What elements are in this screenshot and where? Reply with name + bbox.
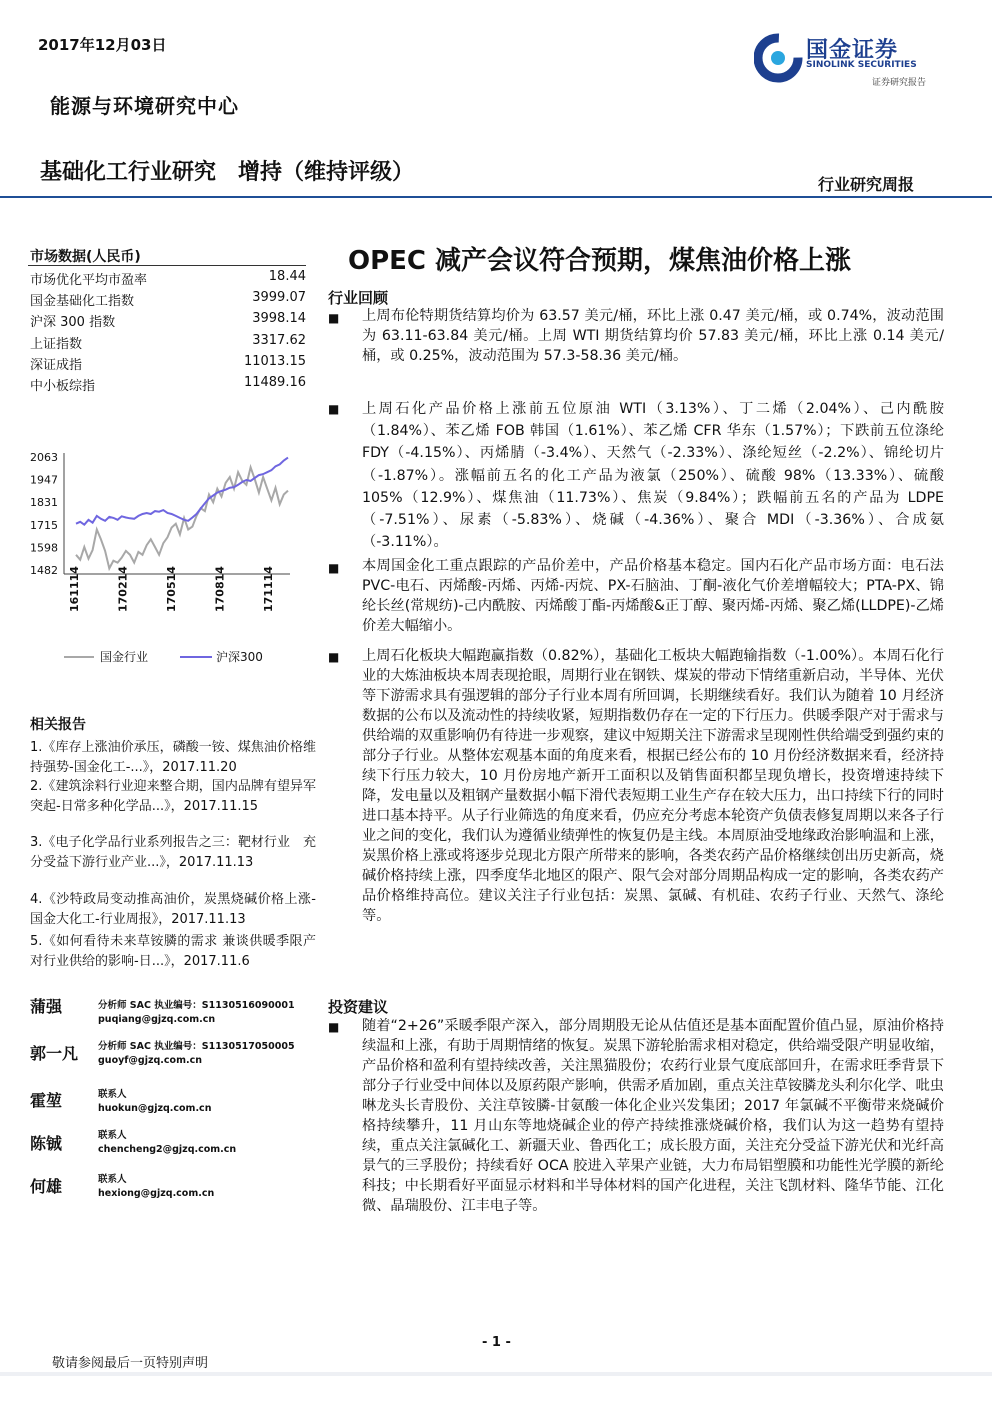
page-number: - 1 - xyxy=(482,1335,511,1350)
legend-swatch xyxy=(180,656,212,658)
market-row: 深证成指 11013.15 xyxy=(30,354,306,373)
logo-subtitle: 证券研究报告 xyxy=(872,78,927,88)
market-divider xyxy=(28,265,306,266)
market-row: 市场优化平均市盈率 18.44 xyxy=(30,269,306,288)
analyst-name: 陈铖 xyxy=(30,1134,63,1153)
related-item[interactable]: 1.《库存上涨油价承压，磷酸一铵、煤焦油价格维持强势-国金化工-...》，2017.11.20 xyxy=(30,740,316,775)
industry-rating: 基础化工行业研究 增持（维持评级） xyxy=(40,160,415,185)
x-tick-label: 170814 xyxy=(213,566,227,612)
related-item[interactable]: 3.《电子化学品行业系列报告之三：靶材行业 充分受益下游行业产业...》，2017.11.13 xyxy=(30,835,316,870)
section-heading: 投资建议 xyxy=(328,998,389,1016)
y-tick-label: 1598 xyxy=(30,541,58,555)
logo-text-cn: 国金证券 xyxy=(806,38,899,63)
report-type: 行业研究周报 xyxy=(818,175,915,194)
legend-swatch xyxy=(64,656,94,658)
disclaimer: 敬请参阅最后一页特别声明 xyxy=(52,1356,209,1371)
paragraph-advice: 随着“2+26”采暖季限产深入，部分周期股无论从估值还是基本面配置价值凸显，原油价格持续温和上涨，有助于周期情绪的恢复。炭黑下游轮胎需求相对稳定，供给端受限产明显收缩，产品价格和盈利有望持续改善，关注黑猫股份；农药行业景气度底部回升，在需求旺季背景下部分子行业受中间体以及原药限产影响，供需矛盾加剧，重点关注草铵膦龙头利尔化学、吡虫啉龙头长青股份、关注草铵膦-甘氨酸一体化企业兴发集团；2017 年氯碱不平衡带来烧碱价格持续攀升，11 月山东等地烧碱企业的停产持续推涨烧碱价格，我们认为这一趋势有望持续，重点关注氯碱化工、新疆天业、鲁西化工；成长股方面，关注充分受益下游光伏和光纤高景气的三孚股份；持续看好 OCA 胶进入苹果产业链，大力布局铝塑膜和功能性光学膜的新纶科技；中长期看好平面显示材料和半导体材料的国产化进程，关注飞凯材料、隆华节能、江化微、晶瑞股份、江丰电子等。 xyxy=(362,1018,944,1214)
analyst-info: 分析师 SAC 执业编号：S1130516090001 puqiang@gjzq.com.cn xyxy=(98,1000,295,1025)
chart-legend xyxy=(64,648,314,666)
legend-label: 国金行业 xyxy=(100,650,149,664)
paragraph-sector: 上周石化板块大幅跑赢指数（0.82%），基础化工板块大幅跑输指数（-1.00%）。本周石化行业的大炼油板块本周表现抢眼，周期行业在钢铁、煤炭的带动下情绪重新启动，半导体、光伏等下游需求具有强逻辑的部分子行业本周有所回调，长期继续看好。我们认为随着 10 月经济数据的公布以及流动性的持续收紧，短期指数仍存在一定的下行压力。供暖季限产对于需求与供给端的双重影响仍有待进一步观察，建议中短期关注下游需求呈现刚性供给端受到强约束的部分子行业。从整体宏观基本面的角度来看，根据已经公布的 10 月份经济数据来看，经济持续下行压力较大，10 月份房地产新开工面积以及销售面积都呈现负增长，投资增速持续下降，发电量以及粗钢产量数据小幅下滑代表短期工业生产存在较大压力，出口持续下行的同时进口基本持平。从子行业筛选的角度来看，仍应充分考虑本轮资产负债表修复周期以来各子行业之间的变化，我们认为遵循业绩弹性的恢复仍是主线。本周原油受地缘政治影响温和上涨，炭黑价格上涨或将逐步兑现北方限产所带来的影响，各类农药产品价格继续创出历史新高，烧碱价格持续上涨，四季度华北地区的限产、限气会对部分周期品构成一定的影响，各类农药产品价格维持高位。建议关注子行业包括：炭黑、氯碱、有机硅、农药子行业、天然气、涤纶等。 xyxy=(362,648,944,924)
report-date: 2017年12月03日 xyxy=(38,36,167,54)
analyst-name: 蒲强 xyxy=(30,997,63,1016)
index-chart xyxy=(20,440,310,630)
y-tick-label: 2063 xyxy=(30,451,58,464)
x-tick-label: 170214 xyxy=(116,566,130,612)
related-item[interactable]: 5.《如何看待未来草铵膦的需求 兼谈供暖季限产对行业供给的影响-日...》，2017.11.6 xyxy=(30,934,316,969)
department: 能源与环境研究中心 xyxy=(50,94,239,118)
bullet: ■ xyxy=(328,561,340,575)
related-title: 相关报告 xyxy=(30,717,86,733)
analyst-name: 何雄 xyxy=(30,1177,63,1196)
series-line-1 xyxy=(76,458,288,525)
paragraph-spreads: 本周国金化工重点跟踪的产品价差中，产品价格基本稳定。国内石化产品市场方面：电石法 PVC-电石、丙烯酸-丙烯、丙烯-丙烷、PX-石脑油、丁酮-液化气价差增幅较大；PTA-PX、锦纶长丝(常规纺)-己内酰胺、丙烯酸丁酯-丙烯酸&正丁醇、聚丙烯-丙烯、聚乙烯(LLDPE)-乙烯价差大幅缩小。 xyxy=(362,558,944,634)
logo-mark-icon xyxy=(754,32,810,88)
logo-text-en: SINOLINK SECURITIES xyxy=(806,60,917,70)
analyst-name: 郭一凡 xyxy=(30,1044,79,1063)
y-tick-label: 1947 xyxy=(30,473,58,487)
analyst-name: 霍堃 xyxy=(30,1091,63,1110)
y-tick-label: 1482 xyxy=(30,564,58,577)
market-data-title: 市场数据(人民币) xyxy=(30,249,141,265)
analyst-info: 联系人 chencheng2@gjzq.com.cn xyxy=(98,1130,237,1155)
market-row: 上证指数 3317.62 xyxy=(30,333,306,352)
market-row: 国金基础化工指数 3999.07 xyxy=(30,290,306,309)
analyst-info: 联系人 huokun@gjzq.com.cn xyxy=(98,1089,212,1114)
x-tick-label: 171114 xyxy=(262,566,275,612)
report-title: OPEC 减产会议符合预期，煤焦油价格上涨 xyxy=(348,246,852,276)
market-row: 中小板综指 11489.16 xyxy=(30,375,306,394)
x-tick-label: 170514 xyxy=(165,566,178,612)
bullet: ■ xyxy=(328,402,340,416)
footer-band xyxy=(0,1372,992,1376)
section-heading: 行业回顾 xyxy=(328,289,389,307)
bullet: ■ xyxy=(328,1020,340,1034)
y-tick-label: 1831 xyxy=(30,496,58,510)
header-divider xyxy=(0,196,992,198)
market-row: 沪深 300 指数 3998.14 xyxy=(30,311,306,330)
y-tick-label: 1715 xyxy=(30,518,58,532)
related-item[interactable]: 2.《建筑涂料行业迎来整合期，国内品牌有望异军突起-日常多种化学品...》，2017.11.15 xyxy=(30,779,316,814)
x-tick-label: 161114 xyxy=(68,566,81,612)
paragraph-crude: 上周布伦特期货结算均价为 63.57 美元/桶，环比上涨 0.47 美元/桶，或 0.74%，波动范围为 63.11-63.84 美元/桶。上周 WTI 期货结算均价 57.83 美元/桶，环比上涨 0.14 美元/桶，或 0.25%，波动范围为 57.3-58.36 美元/桶。 xyxy=(362,308,944,364)
bullet: ■ xyxy=(328,650,340,664)
related-item[interactable]: 4.《沙特政局变动推高油价，炭黑烧碱价格上涨-国金大化工-行业周报》，2017.11.13 xyxy=(30,892,316,927)
analyst-info: 分析师 SAC 执业编号：S1130517050005 guoyf@gjzq.com.cn xyxy=(98,1041,295,1066)
analyst-info: 联系人 hexiong@gjzq.com.cn xyxy=(98,1174,215,1199)
legend-label: 沪深300 xyxy=(216,650,263,664)
bullet: ■ xyxy=(328,311,340,325)
paragraph-prices: 上周石化产品价格上涨前五位原油 WTI（3.13%）、丁二烯（2.04%）、己内酰胺（1.84%）、苯乙烯 FOB 韩国（1.61%）、苯乙烯 CFR 华东（1.57%）；下跌前五位涤纶 FDY（-4.15%）、丙烯腈（-3.4%）、天然气（-2.33%）、涤纶短丝（-2.2%）、锦纶切片（-1.87%）。涨幅前五名的化工产品为液氯（250%）、硫酸 98%（13.33%）、硫酸 105%（12.9%）、煤焦油（11.73%）、焦炭（9.84%）；跌幅前五名的产品为 LDPE（-7.51%）、尿素（-5.83%）、烧碱（-4.36%）、聚合 MDI（-3.36%）、合成氨（-3.11%）。 xyxy=(362,401,944,551)
